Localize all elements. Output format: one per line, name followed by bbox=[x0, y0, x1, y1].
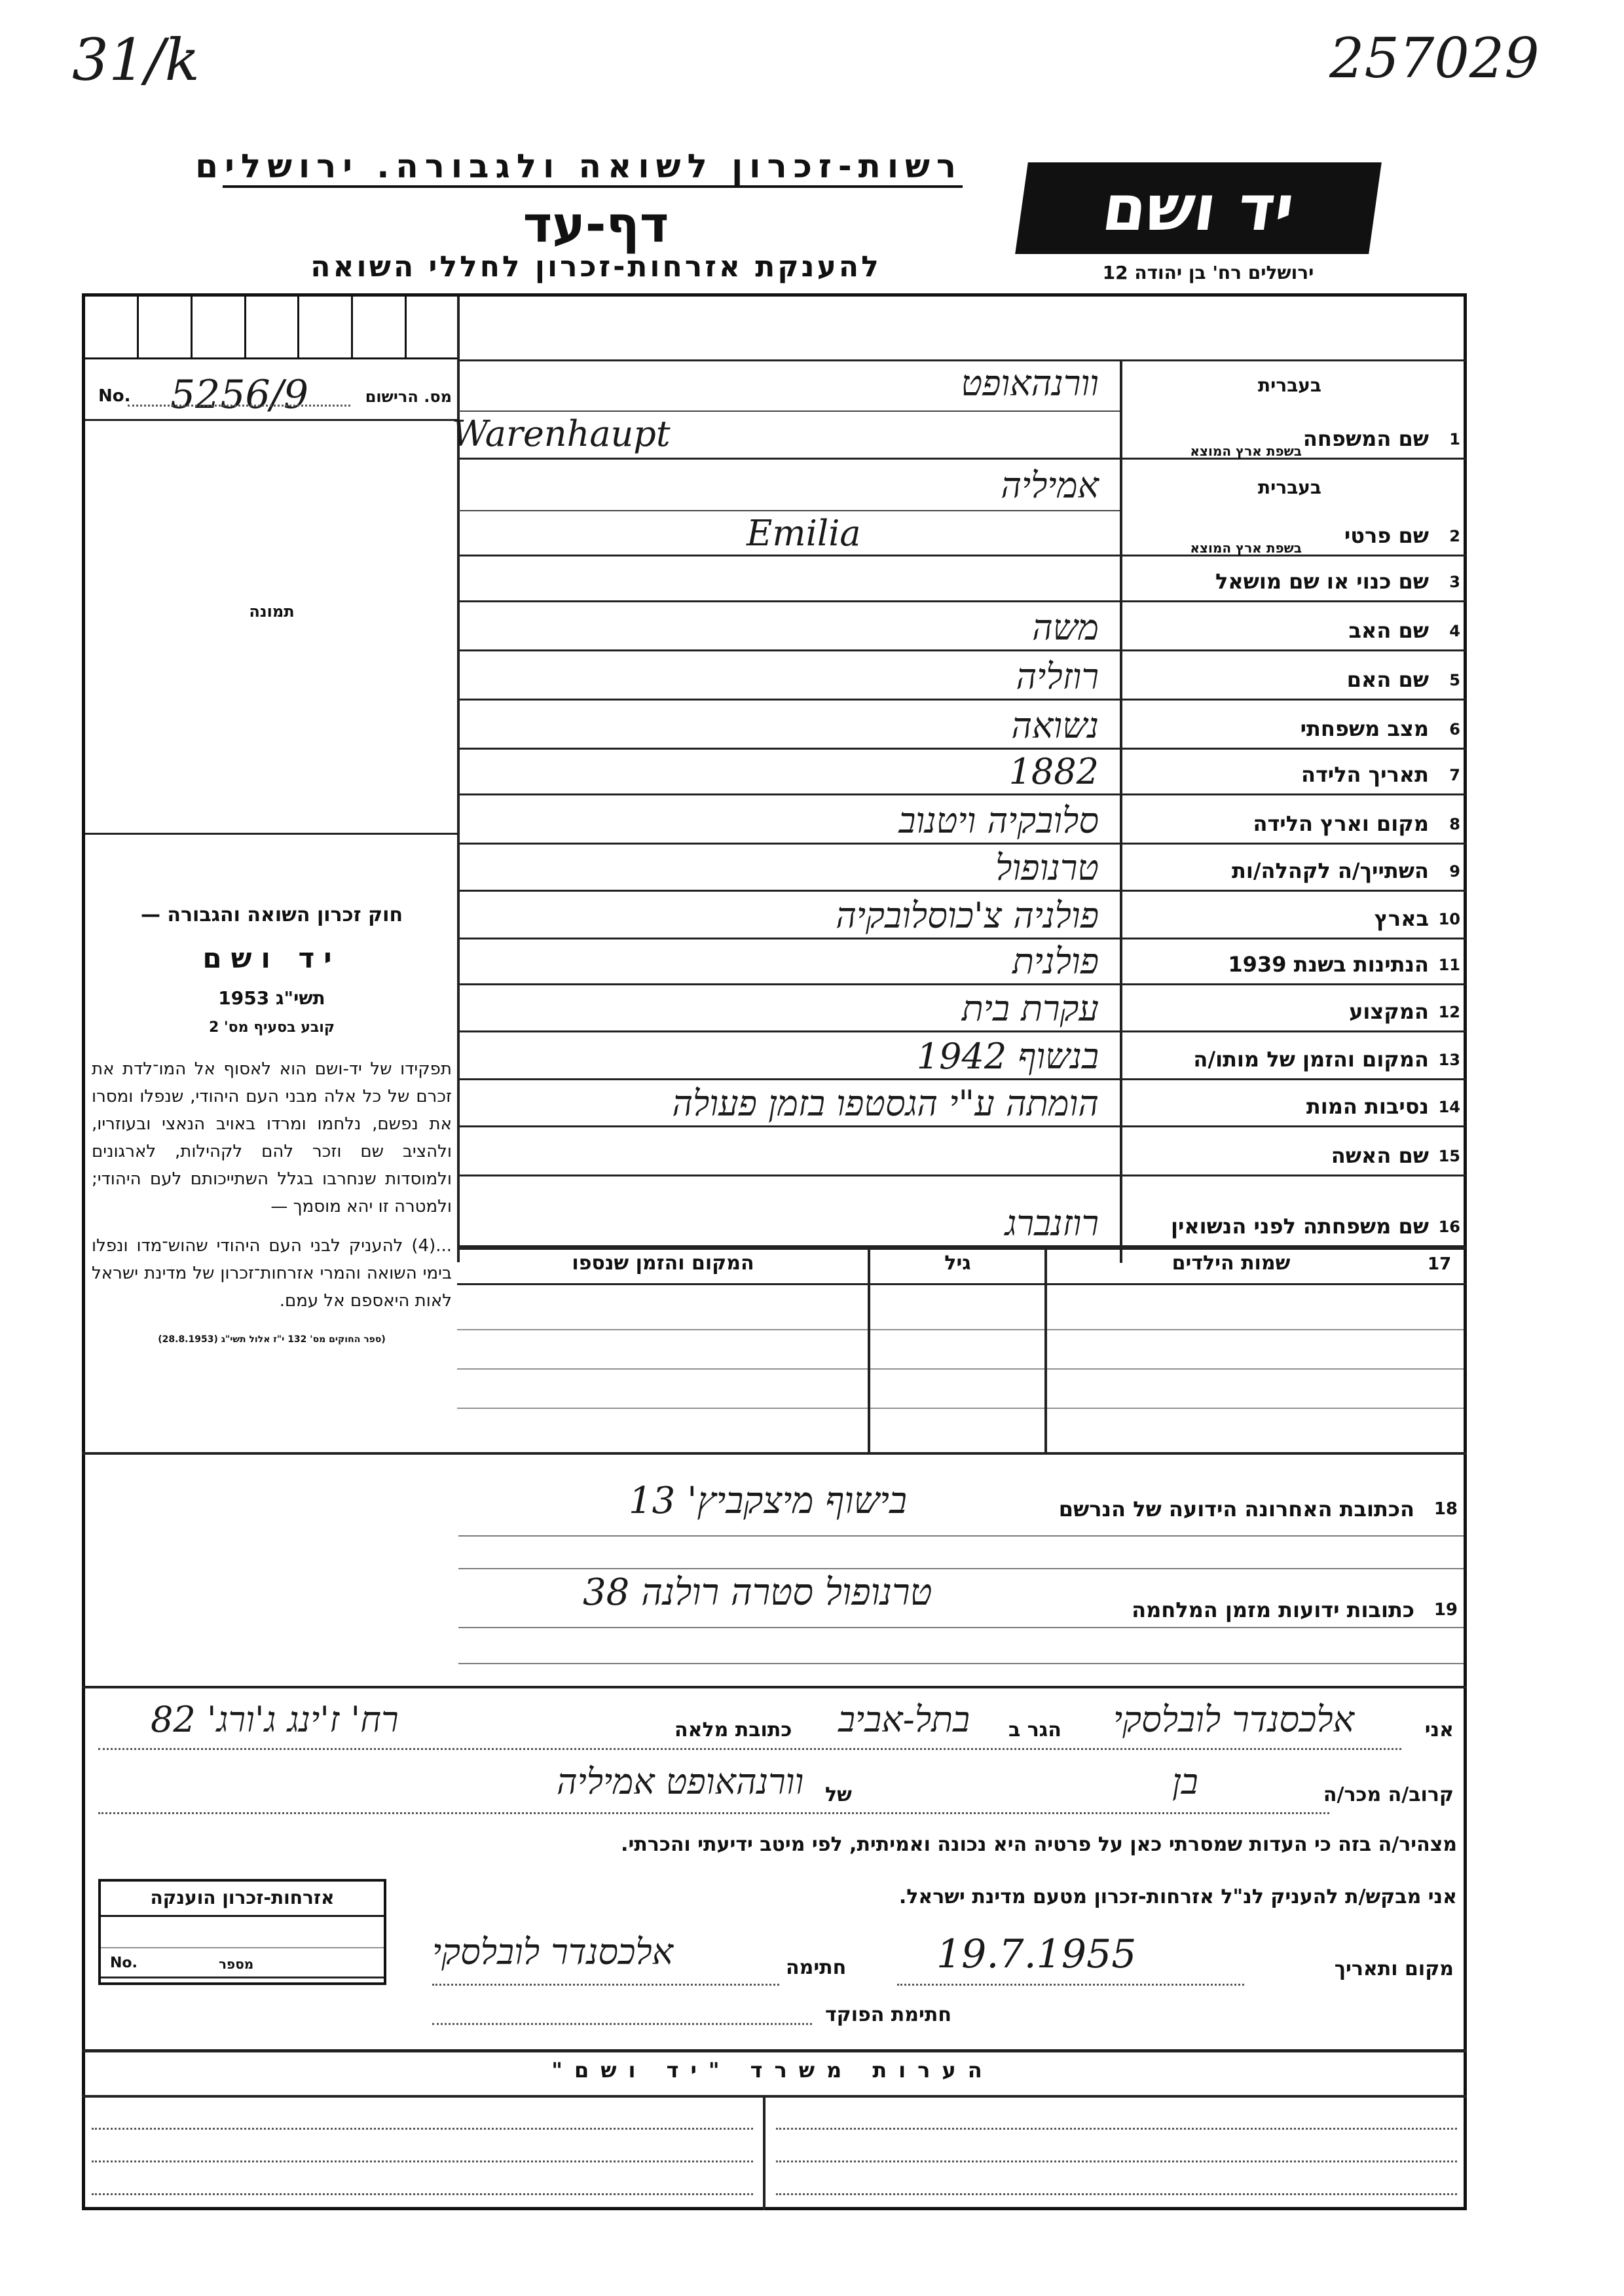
field-row-16 bbox=[458, 1176, 1466, 1247]
field-10-value: פולניה צ'כוסלובקיה bbox=[836, 895, 1099, 936]
law-text-1: תפקידו של יד-ושם הוא לאסוף אל המו־לדת את זכרם של כל אלה מבני העם היהודי, שנפלו ומסרו את נפשם, נלחמו ומרדו באויב הנאצי ובעוזריו, ולהציב שם וזכר להם לקהילות, לארגונים ולמוסדות שנחרבו בגלל השתייכותם לעם היהודי; ולמטרה זו יהא מוסמך — bbox=[92, 1059, 452, 1216]
decl-officer-label: חתימת הפוקד bbox=[825, 2003, 951, 2026]
signature-line bbox=[419, 1931, 1454, 1990]
field-4-value: משה bbox=[1032, 607, 1099, 648]
field-11-value: פולנית bbox=[1012, 941, 1099, 982]
law-text-2: ...(4) להעניק לבני העם היהודי שהוש־מדו ונפלו בימי השואה והמרי אזרחות־זכרון של מדינת ישראל לאות היאספם אל עמם. bbox=[92, 1236, 452, 1311]
registry-label-en: No. bbox=[98, 386, 131, 406]
field-12-label: המקצוע bbox=[1349, 999, 1429, 1024]
field-13-value: בנשוף 1942 bbox=[916, 1036, 1099, 1077]
decl-date: 19.7.1955 bbox=[936, 1931, 1137, 1977]
field-row-10 bbox=[458, 892, 1466, 939]
field-9-value: טרנופול bbox=[995, 847, 1099, 888]
declaration-line-1 bbox=[98, 1699, 1454, 1751]
decl-city: בתל-אביב bbox=[838, 1699, 970, 1740]
field-7-value: 1882 bbox=[1008, 751, 1099, 792]
field-4-label: שם האב bbox=[1348, 618, 1429, 643]
field-8-label: מקום וארץ הלידה bbox=[1253, 811, 1429, 836]
field-6-value: נשואה bbox=[1011, 705, 1099, 746]
field-row-12 bbox=[458, 985, 1466, 1032]
law-name: יד ושם bbox=[202, 942, 341, 974]
children-col-names: שמות הילדים bbox=[1172, 1252, 1291, 1275]
field-9-label: השתייך/ה לקהלה/ות bbox=[1231, 858, 1429, 883]
field-8-num: 8 bbox=[1449, 815, 1460, 833]
field-7-num: 7 bbox=[1449, 766, 1460, 784]
field-9-num: 9 bbox=[1449, 862, 1460, 881]
field-11-label: הנתינות בשנת 1939 bbox=[1228, 952, 1429, 977]
field-10-label: בארץ bbox=[1374, 906, 1429, 931]
decl-place-date-label: מקום ותאריך bbox=[1334, 1958, 1454, 1980]
children-col-place: המקום והזמן שנספו bbox=[572, 1252, 754, 1275]
field-row-5 bbox=[458, 651, 1466, 701]
field-1-num: 1 bbox=[1449, 430, 1460, 448]
field-2-label: שם פרטי bbox=[1344, 523, 1429, 548]
decl-relation: בן bbox=[1172, 1761, 1198, 1802]
field-18-num: 18 bbox=[1433, 1499, 1458, 1519]
field-row-7 bbox=[458, 750, 1466, 795]
field-row-8 bbox=[458, 795, 1466, 845]
form-subtitle: להענקת אזרחות-זכרון לחללי השואה bbox=[310, 250, 881, 283]
field-row-4 bbox=[458, 602, 1466, 651]
field-12-num: 12 bbox=[1438, 1003, 1460, 1021]
corner-note-right: 257029 bbox=[1329, 26, 1540, 90]
decl-of-label: של bbox=[825, 1783, 852, 1806]
registry-label-he: מס. הרישום bbox=[365, 388, 452, 406]
field-16-value: רוזנברג bbox=[1005, 1203, 1099, 1244]
field-13-num: 13 bbox=[1438, 1051, 1460, 1069]
decl-address-label: כתובת מלאה bbox=[674, 1719, 792, 1741]
decl-prefix: אני bbox=[1424, 1719, 1454, 1741]
field-1-value-latin: Warenhaupt bbox=[452, 413, 671, 454]
decl-statement-1: מצהיר/ה בזה כי העדות שמסרתי כאן על פרטיה היא נכונה ואמיתית, לפי מיטב ידיעתי והכרתי. bbox=[621, 1833, 1457, 1856]
field-2-sub-bottom: בשפת ארץ המוצא bbox=[1190, 540, 1302, 556]
field-1-label: שם המשפחה bbox=[1302, 426, 1429, 451]
field-16-label: שם משפחתה לפני הנשואין bbox=[1170, 1214, 1429, 1239]
field-1-sub-bottom: בשפת ארץ המוצא bbox=[1190, 443, 1302, 459]
logo-text: יד ושם bbox=[1098, 172, 1299, 245]
form-title: דף-עד bbox=[523, 195, 669, 253]
law-clause: קובע בסעיף מס' 2 bbox=[208, 1019, 335, 1036]
field-row-9 bbox=[458, 845, 1466, 892]
field-19-value: טרנופול סטרה רולנה 38 bbox=[583, 1571, 932, 1614]
law-year: תשי"ג 1953 bbox=[218, 987, 325, 1009]
registry-value: 5256/9 bbox=[170, 372, 309, 418]
field-2-value: אמיליה bbox=[1001, 465, 1099, 506]
field-12-value: עקרת בית bbox=[961, 988, 1099, 1029]
field-row-3 bbox=[458, 556, 1466, 602]
field-2-value-latin: Emilia bbox=[747, 513, 861, 554]
law-source: (ספר החוקים מס' 132 י"ז אלול תשי"ג (28.8.1953) bbox=[158, 1334, 386, 1345]
decl-statement-2: אני מבקש/ת להעניק לנ"ל אזרחות-זכרון מטעם מדינת ישראל. bbox=[898, 1886, 1457, 1908]
field-19-num: 19 bbox=[1433, 1600, 1458, 1620]
decl-of-name: וורנהאופט אמיליה bbox=[557, 1761, 804, 1802]
field-13-label: המקום והזמן של מותו/ה bbox=[1193, 1047, 1429, 1072]
field-15-num: 15 bbox=[1438, 1147, 1460, 1165]
field-19 bbox=[458, 1571, 1460, 1624]
decl-address: רח' ז'ינג ג'ורג' 82 bbox=[151, 1699, 399, 1740]
field-row-2 bbox=[458, 464, 1466, 556]
authority-heading: רשות-זכרון לשואה ולגבורה. ירושלים bbox=[223, 147, 963, 188]
field-6-num: 6 bbox=[1449, 720, 1460, 738]
award-title: אזרחות-זכרון הוענקה bbox=[101, 1882, 384, 1917]
field-1-sub-top: בעברית bbox=[1257, 374, 1321, 396]
field-8-value: סלובקיה ויטנוב bbox=[898, 800, 1099, 841]
field-3-label: שם כנוי או שם מושאל bbox=[1215, 569, 1429, 594]
photo-label: תמונה bbox=[249, 602, 295, 621]
field-row-13 bbox=[458, 1032, 1466, 1080]
field-18 bbox=[458, 1480, 1460, 1532]
field-16-num: 16 bbox=[1438, 1218, 1460, 1236]
children-col-age: גיל bbox=[944, 1252, 971, 1275]
award-number-en: No. bbox=[110, 1955, 138, 1971]
decl-signature: אלכסנדר לובלסקי bbox=[432, 1931, 674, 1973]
award-box bbox=[98, 1879, 386, 1985]
declaration-line-2 bbox=[98, 1761, 1454, 1813]
field-7-label: תאריך הלידה bbox=[1301, 762, 1429, 787]
field-10-num: 10 bbox=[1438, 910, 1460, 928]
field-14-value: הומתה ע"י הגסטפו בזמן פעולה bbox=[672, 1083, 1099, 1124]
field-4-num: 4 bbox=[1449, 622, 1460, 640]
field-5-label: שם האם bbox=[1346, 667, 1429, 692]
award-number-label: מספר bbox=[219, 1956, 254, 1972]
field-5-value: רוזליה bbox=[1016, 656, 1099, 697]
office-notes-title: הערות משרד "יד ושם" bbox=[551, 2058, 994, 2083]
corner-note-left: 31/k bbox=[72, 26, 200, 94]
decl-signature-label: חתימה bbox=[786, 1956, 847, 1979]
field-18-value: בישוף מיצקביץ' 13 bbox=[629, 1480, 907, 1522]
yad-vashem-logo bbox=[1015, 162, 1382, 254]
law-title: חוק זכרון השואה והגבורה — bbox=[140, 903, 403, 926]
field-row-1 bbox=[452, 361, 1466, 460]
field-11-num: 11 bbox=[1438, 956, 1460, 974]
field-row-6 bbox=[458, 701, 1466, 750]
field-14-num: 14 bbox=[1438, 1098, 1460, 1116]
logo-address: ירושלים רח' בן יהודה 12 bbox=[1102, 262, 1314, 283]
decl-resides: הגר ב bbox=[1008, 1719, 1061, 1741]
field-1-value: וורנהאופט bbox=[961, 363, 1099, 404]
field-19-label: כתובות ידועות מזמן המלחמה bbox=[1132, 1597, 1414, 1622]
field-row-11 bbox=[458, 939, 1466, 985]
field-row-15 bbox=[458, 1127, 1466, 1176]
decl-relative-label: קרוב/ה מכר/ה bbox=[1323, 1783, 1454, 1806]
field-2-sub-top: בעברית bbox=[1257, 477, 1321, 498]
field-3-num: 3 bbox=[1449, 573, 1460, 591]
field-18-label: הכתובת האחרונה הידועה של הנרשם bbox=[1058, 1497, 1414, 1522]
code-grid bbox=[85, 297, 458, 359]
decl-name: אלכסנדר לובלסקי bbox=[1113, 1699, 1355, 1740]
law-box bbox=[92, 903, 452, 1345]
field-5-num: 5 bbox=[1449, 671, 1460, 689]
field-15-label: שם האשה bbox=[1331, 1143, 1429, 1168]
field-2-num: 2 bbox=[1449, 527, 1460, 545]
field-14-label: נסיבות המות bbox=[1306, 1094, 1429, 1119]
field-6-label: מצב משפחתי bbox=[1300, 716, 1429, 741]
field-row-14 bbox=[458, 1080, 1466, 1127]
children-num: 17 bbox=[1428, 1254, 1452, 1274]
